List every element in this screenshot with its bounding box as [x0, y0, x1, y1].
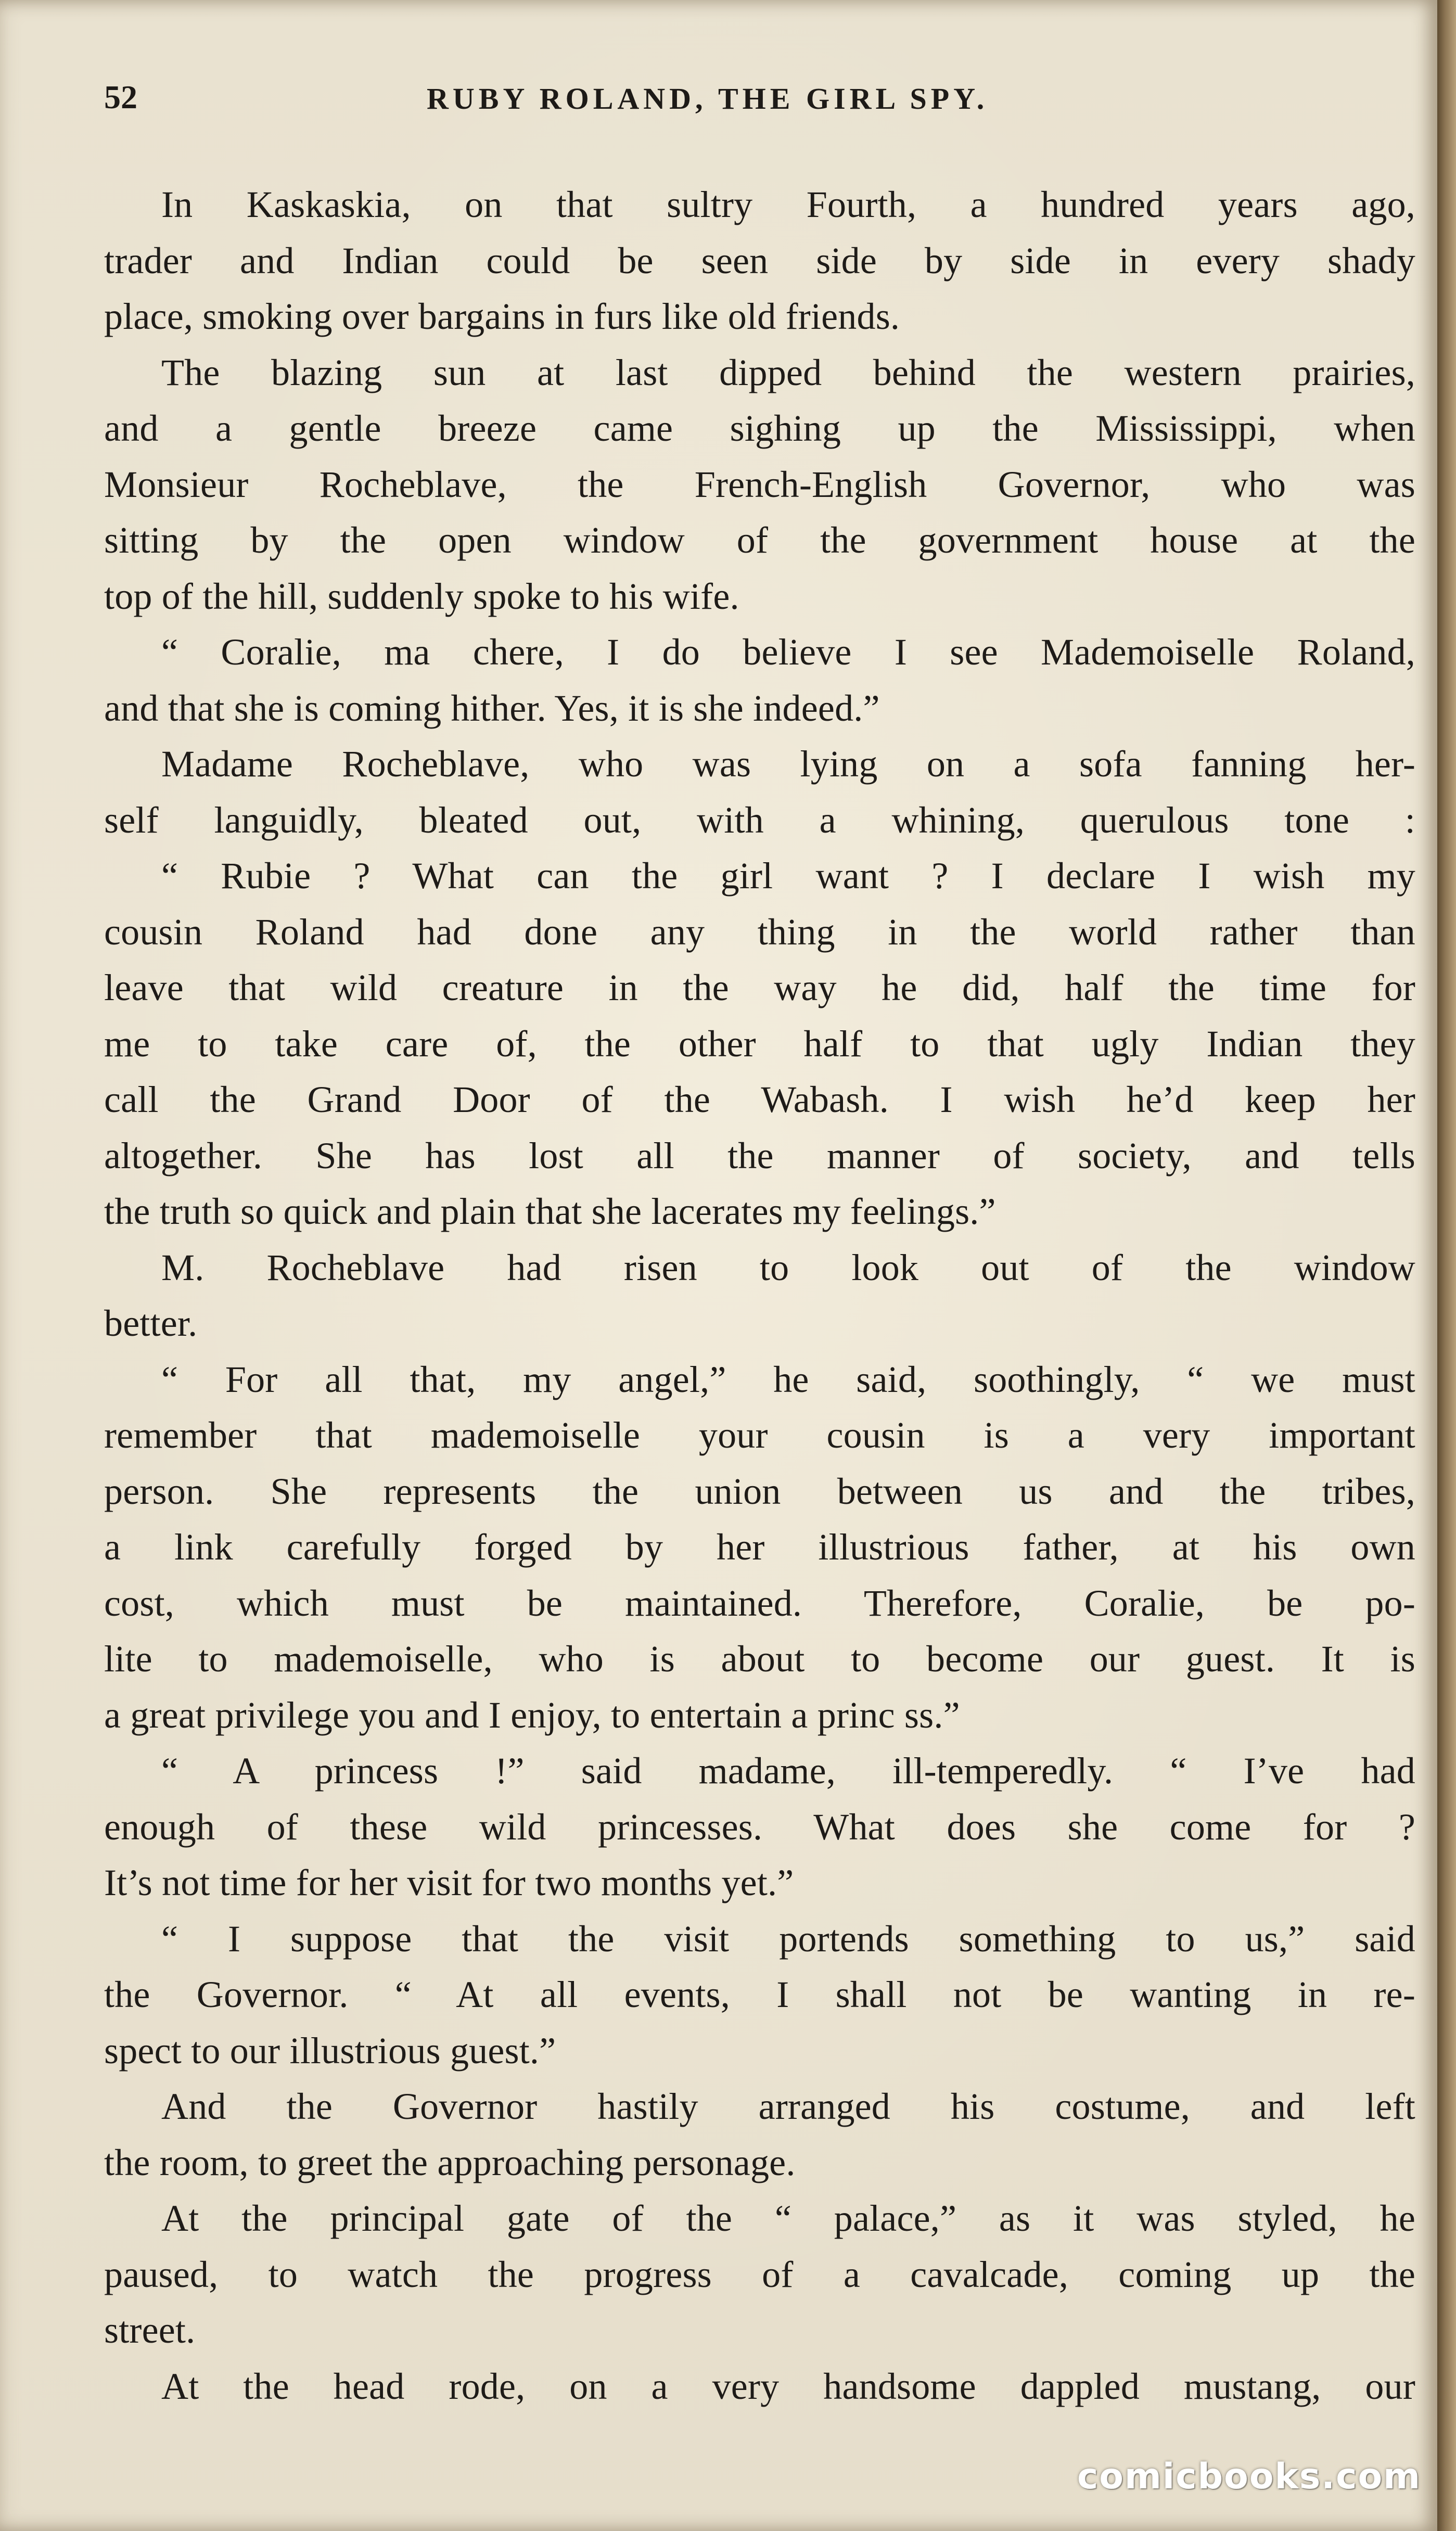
text-line: And the Governor hastily arranged his costume, and left [161, 2086, 1415, 2127]
body-text [104, 177, 1415, 2414]
text-line: leave that wild creature in the way he did, half the time for [104, 967, 1415, 1008]
text-line: and a gentle breeze came sighing up the Mississippi, when [104, 407, 1415, 449]
text-line: At the head rode, on a very handsome dappled mustang, our [161, 2365, 1415, 2407]
page-edge [1437, 0, 1456, 2531]
text-line: lite to mademoiselle, who is about to become our guest. It is [104, 1638, 1415, 1680]
text-line: altogether. She has lost all the manner of society, and tells [104, 1134, 1415, 1177]
text-line: person. She represents the union between us and the tribes, [104, 1470, 1415, 1512]
text-line: trader and Indian could be seen side by side in every shady [104, 239, 1415, 282]
text-line: paused, to watch the progress of a cavalcade, coming up the [104, 2253, 1415, 2295]
text-line: and that she is coming hither. Yes, it is she indeed.” [104, 687, 880, 729]
text-line: remember that mademoiselle your cousin is a very important [104, 1414, 1415, 1456]
text-line: sitting by the open window of the government house at the [104, 519, 1415, 561]
text-line: top of the hill, suddenly spoke to his wife. [104, 575, 739, 617]
text-line: It’s not time for her visit for two months yet.” [104, 1862, 794, 1903]
text-line: a link carefully forged by her illustrious father, at his own [104, 1526, 1415, 1568]
text-line: call the Grand Door of the Wabash. I wish he’d keep her [104, 1079, 1415, 1120]
text-line: spect to our illustrious guest.” [104, 2029, 556, 2072]
running-title: RUBY ROLAND, THE GIRL SPY. [427, 82, 989, 116]
page-number: 52 [104, 79, 137, 116]
text-line: cost, which must be maintained. Therefore, Coralie, be po- [104, 1582, 1415, 1624]
text-line: better. [104, 1302, 198, 1344]
text-line: enough of these wild princesses. What does she come for ? [104, 1806, 1415, 1848]
page-header [104, 78, 1415, 120]
text-line: place, smoking over bargains in furs like old friends. [104, 296, 900, 337]
text-line: M. Rocheblave had risen to look out of the window [161, 1246, 1415, 1288]
text-line: a great privilege you and I enjoy, to entertain a princ ss.” [104, 1694, 960, 1736]
text-line: cousin Roland had done any thing in the world rather than [104, 911, 1415, 953]
text-line: “ A princess !” said madame, ill-temperedly. “ I’ve had [161, 1750, 1415, 1792]
text-line: “ For all that, my angel,” he said, soothingly, “ we must [161, 1358, 1415, 1400]
text-line: me to take care of, the other half to that ugly Indian they [104, 1022, 1415, 1065]
text-line: self languidly, bleated out, with a whining, querulous tone : [104, 799, 1415, 841]
text-line: “ Rubie ? What can the girl want ? I declare I wish my [161, 855, 1415, 897]
text-line: Monsieur Rocheblave, the French-English Governor, who was [104, 463, 1415, 505]
text-line: street. [104, 2309, 196, 2351]
text-line: The blazing sun at last dipped behind the western prairies, [161, 351, 1415, 393]
text-line: the room, to greet the approaching personage. [104, 2141, 796, 2183]
text-line: “ Coralie, ma chere, I do believe I see Mademoiselle Roland, [161, 631, 1415, 673]
watermark: comicbooks.com [1077, 2456, 1422, 2497]
text-line: In Kaskaskia, on that sultry Fourth, a hundred years ago, [161, 184, 1415, 225]
text-line: “ I suppose that the visit portends something to us,” said [161, 1918, 1415, 1960]
text-line: the Governor. “ At all events, I shall not be wanting in re- [104, 1974, 1415, 2015]
text-line: At the principal gate of the “ palace,” as it was styled, he [161, 2197, 1415, 2239]
text-line: the truth so quick and plain that she lacerates my feelings.” [104, 1191, 996, 1232]
text-line: Madame Rocheblave, who was lying on a sofa fanning her- [161, 743, 1415, 785]
